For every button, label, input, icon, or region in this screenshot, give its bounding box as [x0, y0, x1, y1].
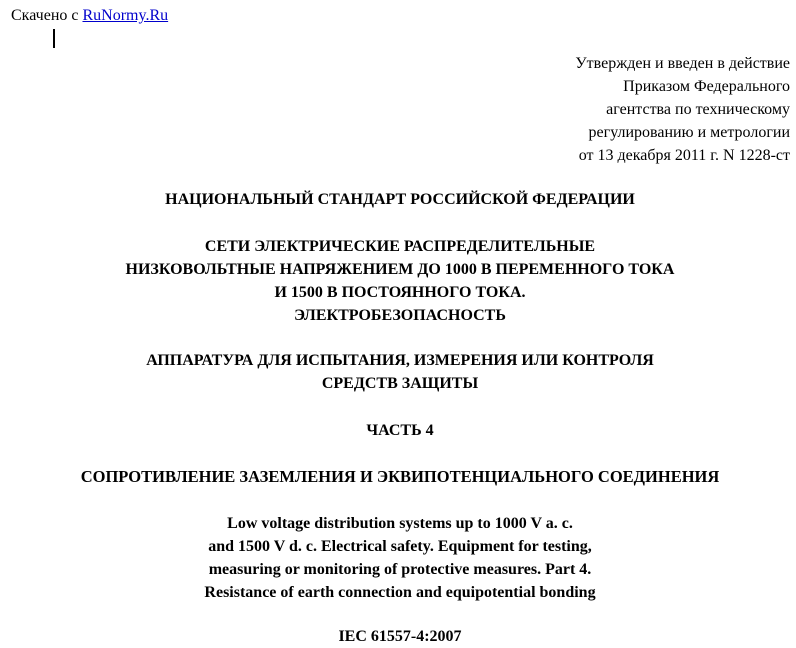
title-ru-line: НИЗКОВОЛЬТНЫЕ НАПРЯЖЕНИЕМ ДО 1000 В ПЕРЕМЕННОГО ТОКА [125, 261, 675, 278]
subtitle-ru-line: АППАРАТУРА ДЛЯ ИСПЫТАНИЯ, ИЗМЕРЕНИЯ ИЛИ КОНТРОЛЯ [146, 352, 654, 369]
runormy-link[interactable]: RuNormy.Ru [82, 7, 169, 24]
part-title-ru [0, 465, 796, 488]
iec-reference-text: IEC 61557-4:2007 [338, 628, 462, 645]
title-en-line: Low voltage distribution systems up to 1000 V a. c. [227, 515, 573, 532]
subtitle-ru [0, 349, 796, 395]
approval-line: агентства по техническому [606, 101, 790, 118]
title-en-line: measuring or monitoring of protective measures. Part 4. [208, 561, 592, 578]
title-ru-line: И 1500 В ПОСТОЯННОГО ТОКА. [274, 284, 526, 301]
approval-line: Утвержден и введен в действие [575, 55, 790, 72]
approval-line: от 13 декабря 2011 г. N 1228-ст [578, 147, 790, 164]
standard-type-heading [0, 188, 796, 211]
approval-block [410, 52, 790, 167]
part-number: ЧАСТЬ 4 [366, 422, 434, 439]
title-en-line: and 1500 V d. c. Electrical safety. Equipment for testing, [208, 538, 592, 555]
title-ru-line: ЭЛЕКТРОБЕЗОПАСНОСТЬ [294, 307, 506, 324]
title-en-line: Resistance of earth connection and equipotential bonding [204, 584, 596, 601]
title-ru-line: СЕТИ ЭЛЕКТРИЧЕСКИЕ РАСПРЕДЕЛИТЕЛЬНЫЕ [204, 238, 596, 255]
standard-type-text: НАЦИОНАЛЬНЫЙ СТАНДАРТ РОССИЙСКОЙ ФЕДЕРАЦИИ [165, 191, 635, 208]
download-source-line [11, 6, 168, 26]
download-prefix: Скачено с [11, 7, 79, 24]
part-title-ru-text: СОПРОТИВЛЕНИЕ ЗАЗЕМЛЕНИЯ И ЭКВИПОТЕНЦИАЛЬНОГО СОЕДИНЕНИЯ [80, 467, 720, 486]
text-cursor [53, 29, 55, 48]
approval-line: Приказом Федерального [623, 78, 790, 95]
part-heading [0, 419, 796, 442]
title-ru [0, 235, 796, 327]
iec-reference [0, 625, 796, 648]
title-en [0, 512, 796, 604]
subtitle-ru-line: СРЕДСТВ ЗАЩИТЫ [321, 375, 479, 392]
approval-line: регулированию и метрологии [588, 124, 790, 141]
